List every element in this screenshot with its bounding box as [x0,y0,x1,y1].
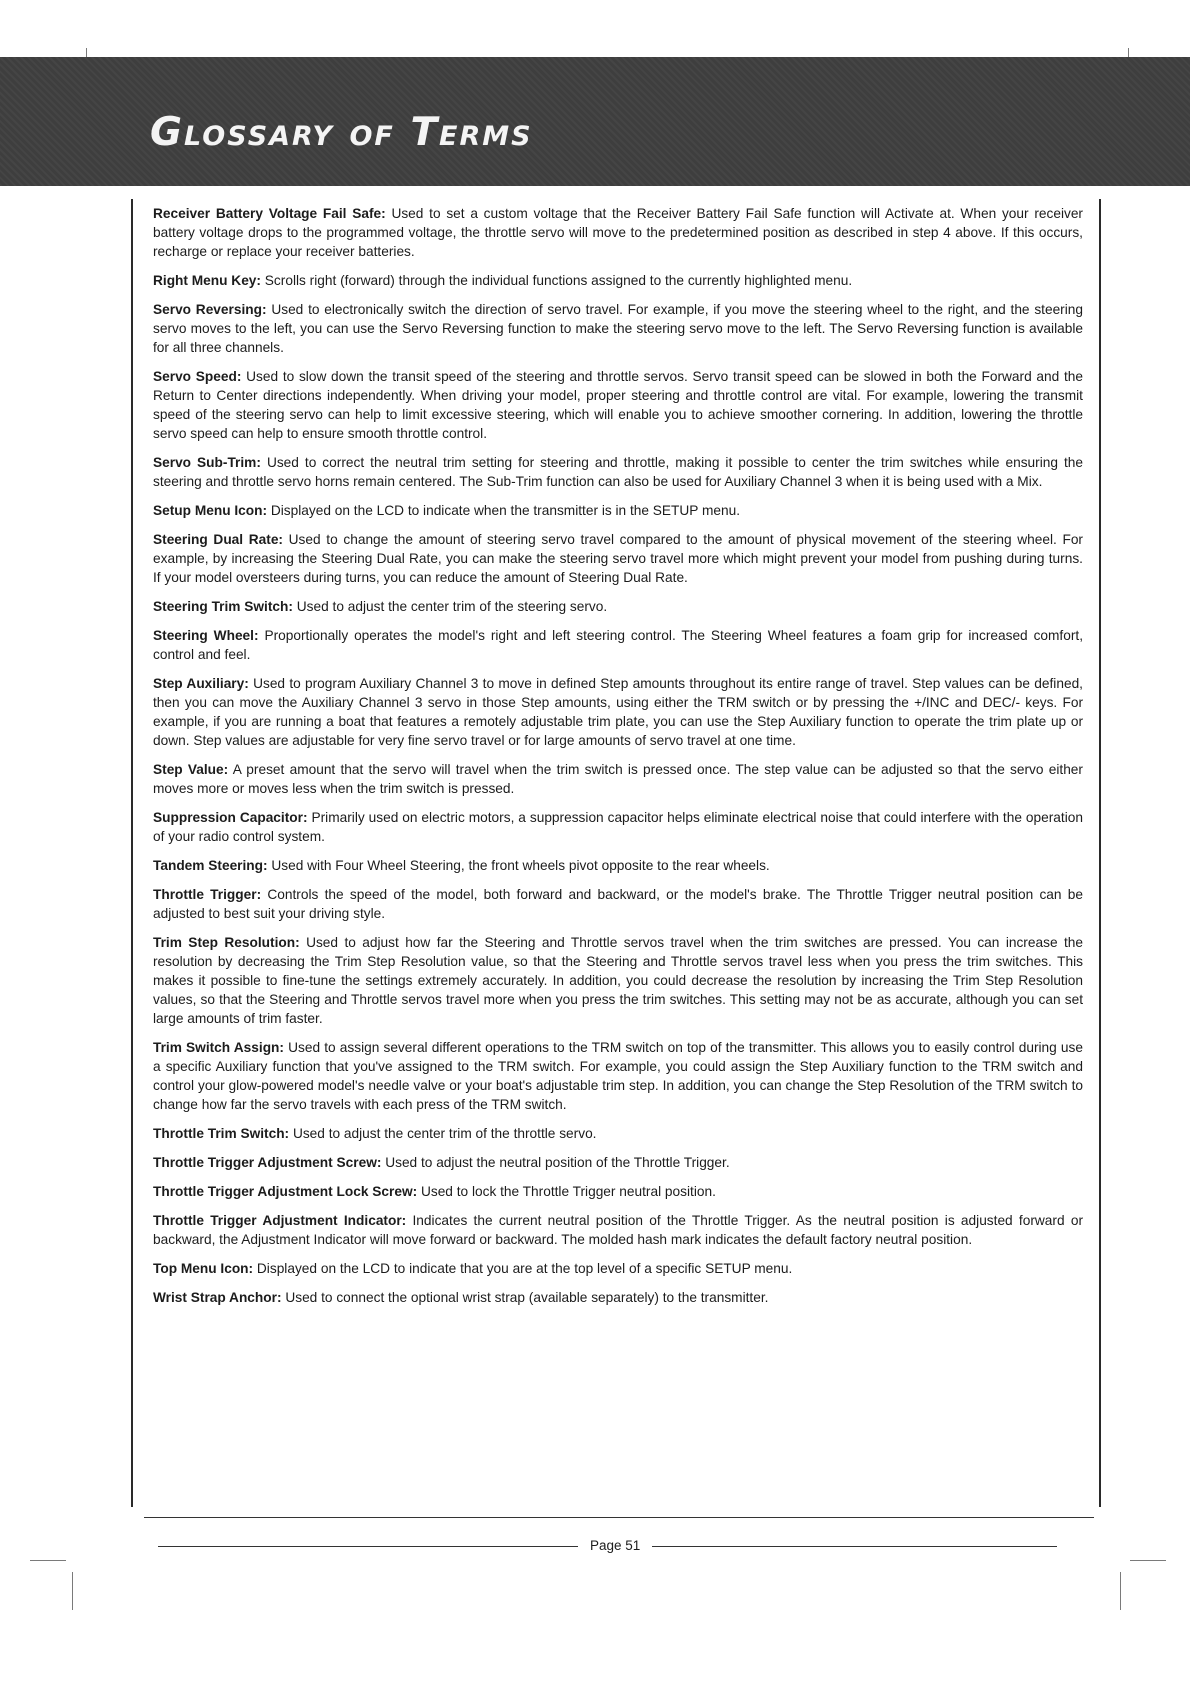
right-margin-rule [1099,199,1101,1507]
glossary-definition: Used to set a custom voltage that the Receiver Battery Fail Safe function will Activate at. When your receiver battery voltage drops to the programmed voltage, the throttle servo will move to the predetermined position as described in step 4 above. If this occurs, recharge or replace your receiver batteries. [153,206,1083,259]
footer-rule-right [652,1546,1057,1547]
glossary-definition: Primarily used on electric motors, a suppression capacitor helps eliminate electrical noise that could interfere with the operation of your radio control system. [153,810,1083,844]
glossary-definition: Used to lock the Throttle Trigger neutral position. [420,1184,716,1199]
glossary-entry [153,367,1083,443]
glossary-term: Servo Reversing: [153,302,267,317]
crop-mark [1130,1560,1166,1561]
glossary-term: Tandem Steering: [153,858,268,873]
glossary-definition: Used to adjust the neutral position of the Throttle Trigger. [385,1155,730,1170]
crop-mark [1120,1572,1121,1610]
glossary-entry [153,453,1083,491]
glossary-term: Throttle Trigger Adjustment Indicator: [153,1213,407,1228]
glossary-definition: Used to adjust the center trim of the steering servo. [296,599,608,614]
glossary-entry [153,271,1083,290]
glossary-definition: Used to assign several different operations to the TRM switch on top of the transmitter. This allows you to easily control during use a specific Auxiliary function that you've assigned to the TRM switch. For example, you could assign the Step Auxiliary function to the TRM switch and control your glow-powered model's needle valve or your boat's adjustable trim step. In addition, you can change the Step Resolution of the TRM switch to change how far the servo travels with each press of the TRM switch. [153,1040,1083,1112]
glossary-term: Top Menu Icon: [153,1261,254,1276]
glossary-term: Trim Switch Assign: [153,1040,284,1055]
glossary-entry [153,856,1083,875]
glossary-term: Throttle Trigger: [153,887,262,902]
glossary-definition: Used to electronically switch the direction of servo travel. For example, if you move the steering wheel to the right, and the steering servo moves to the left, you can use the Servo Reversing function to make the steering servo move to the left. The Servo Reversing function is available for all three channels. [153,302,1084,355]
glossary-term: Steering Trim Switch: [153,599,293,614]
glossary-term: Step Auxiliary: [153,676,249,691]
glossary-entry [153,1211,1083,1249]
glossary-term: Suppression Capacitor: [153,810,308,825]
bottom-rule [144,1517,1094,1518]
crop-mark [30,1560,66,1561]
glossary-term: Throttle Trigger Adjustment Screw: [153,1155,382,1170]
glossary-entry [153,1259,1083,1278]
glossary-definition: Used to adjust how far the Steering and Throttle servos travel when the trim switches are pressed. You can increase the resolution by decreasing the Trim Step Resolution value, so that the Steering and Throttle servos travel less when you press the trim switches. This makes it possible to fine-tune the settings extremely accurately. In addition, you could decrease the resolution by increasing the Trim Step Resolution values, so that the Steering and Throttle servos travel more when you press the trim switches. This setting may not be as accurate, although you can set large amounts of trim faster. [153,935,1083,1026]
glossary-term: Receiver Battery Voltage Fail Safe: [153,206,386,221]
glossary-entry [153,530,1083,587]
glossary-entry [153,300,1083,357]
page-number: Page 51 [590,1538,641,1553]
glossary-term: Step Value: [153,762,229,777]
glossary-entry [153,204,1083,261]
glossary-term: Servo Speed: [153,369,242,384]
footer-rule-left [158,1546,578,1547]
crop-mark [72,1572,73,1610]
glossary-definition: Scrolls right (forward) through the individual functions assigned to the currently highlighted menu. [264,273,853,288]
glossary-entry [153,885,1083,923]
glossary-definition: Used to slow down the transit speed of the steering and throttle servos. Servo transit speed can be slowed in both the Forward and the Return to Center directions independently. When driving your model, proper steering and throttle control are vital. For example, lowering the transmit speed of the steering servo can help to limit excessive steering, which will enable you to achieve smoother cornering. In addition, lowering the throttle servo speed can help to ensure smooth throttle control. [153,369,1084,441]
glossary-entry [153,1288,1083,1307]
glossary-entry [153,674,1083,750]
glossary-entry [153,501,1083,520]
glossary-definition: Displayed on the LCD to indicate that you are at the top level of a specific SETUP menu. [256,1261,793,1276]
glossary-entry [153,808,1083,846]
glossary-entry [153,1182,1083,1201]
glossary-definition: Used to adjust the center trim of the throttle servo. [292,1126,597,1141]
glossary-definition: Used to program Auxiliary Channel 3 to move in defined Step amounts throughout its entire range of travel. Step values can be defined, then you can move the Auxiliary Channel 3 servo in those Step amounts, using either the TRM switch or by pressing the +/INC and DEC/- keys. For example, if you are running a boat that features a remotely adjustable trim plate, you can use the Step Auxiliary function to operate the trim plate up or down. Step values are adjustable for very fine servo travel or for large amounts of servo travel at one time. [153,676,1083,748]
glossary-term: Wrist Strap Anchor: [153,1290,282,1305]
glossary-term: Right Menu Key: [153,273,261,288]
glossary-definition: A preset amount that the servo will travel when the trim switch is pressed once. The step value can be adjusted so that the servo either moves more or moves less when the trim switch is pressed. [153,762,1083,796]
glossary-term: Servo Sub-Trim: [153,455,261,470]
glossary-definition: Displayed on the LCD to indicate when the transmitter is in the SETUP menu. [270,503,741,518]
glossary-definition: Indicates the current neutral position of the Throttle Trigger. As the neutral position is adjusted forward or backward, the Adjustment Indicator will move forward or backward. The molded hash mark indicates the default factory neutral position. [153,1213,1083,1247]
glossary-term: Steering Wheel: [153,628,259,643]
glossary-entry [153,933,1083,1028]
glossary-definition: Used with Four Wheel Steering, the front wheels pivot opposite to the rear wheels. [271,858,770,873]
glossary-term: Setup Menu Icon: [153,503,268,518]
glossary-list [153,204,1083,1317]
glossary-entry [153,1124,1083,1143]
glossary-term: Trim Step Resolution: [153,935,300,950]
glossary-term: Steering Dual Rate: [153,532,283,547]
glossary-definition: Used to correct the neutral trim setting for steering and throttle, making it possible to center the trim switches while ensuring the steering and throttle servo horns remain centered. The Sub-Trim function can also be used for Auxiliary Channel 3 when it is being used with a Mix. [153,455,1084,489]
glossary-definition: Proportionally operates the model's right and left steering control. The Steering Wheel features a foam grip for increased comfort, control and feel. [153,628,1084,662]
glossary-entry [153,760,1083,798]
glossary-entry [153,1038,1083,1114]
page-title: Glossary of Terms [150,110,533,155]
glossary-entry [153,1153,1083,1172]
glossary-definition: Used to connect the optional wrist strap (available separately) to the transmitter. [285,1290,769,1305]
glossary-entry [153,597,1083,616]
glossary-term: Throttle Trigger Adjustment Lock Screw: [153,1184,418,1199]
glossary-entry [153,626,1083,664]
glossary-definition: Controls the speed of the model, both forward and backward, or the model's brake. The Throttle Trigger neutral position can be adjusted to best suit your driving style. [153,887,1083,921]
left-margin-rule [131,199,133,1507]
glossary-definition: Used to change the amount of steering servo travel compared to the amount of physical movement of the steering wheel. For example, by increasing the Steering Dual Rate, you can make the steering servo travel more which might prevent your model from pushing during turns. If your model oversteers during turns, you can reduce the amount of Steering Dual Rate. [153,532,1083,585]
glossary-term: Throttle Trim Switch: [153,1126,290,1141]
